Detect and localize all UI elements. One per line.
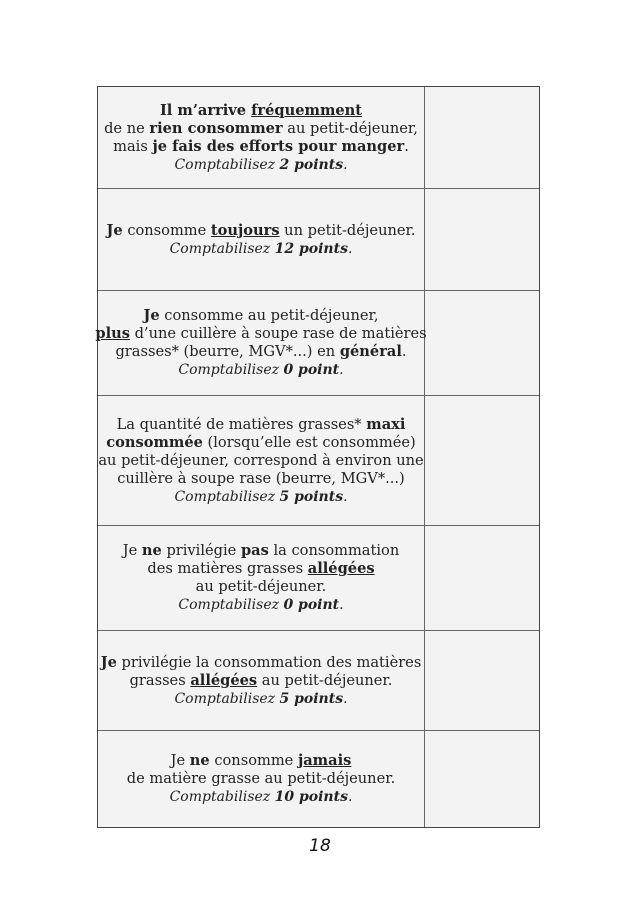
answer-box[interactable]	[425, 631, 539, 730]
statement-line: grasses* (beurre, MGV*...) en général.	[115, 343, 407, 360]
points-line: Comptabilisez 2 points.	[174, 156, 348, 173]
statement-cell	[98, 87, 425, 188]
statement-cell	[98, 526, 425, 630]
points-line: Comptabilisez 10 points.	[169, 789, 353, 805]
table-row	[98, 395, 539, 525]
statement-line: Il m’arrive fréquemment	[159, 101, 363, 119]
table-row	[98, 188, 539, 290]
answer-box[interactable]	[425, 396, 539, 525]
statement-line: mais je fais des efforts pour manger.	[113, 137, 409, 155]
points-line: Comptabilisez 12 points.	[169, 240, 353, 257]
answer-box[interactable]	[425, 526, 539, 630]
statement-line: La quantité de matières grasses* maxi	[116, 415, 406, 433]
table-row	[98, 630, 539, 730]
table-row	[98, 87, 539, 188]
answer-table	[97, 86, 540, 828]
statement-cell	[95, 291, 427, 395]
statement-line: Je consomme au petit-déjeuner,	[143, 307, 379, 324]
table-row	[98, 730, 539, 827]
points-line: Comptabilisez 0 point.	[178, 362, 344, 378]
answer-box[interactable]	[425, 291, 539, 395]
statement-line: des matières grasses allégées	[147, 560, 375, 577]
statement-line: au petit-déjeuner, correspond à environ une	[98, 451, 424, 469]
statement-line: au petit-déjeuner.	[195, 578, 327, 595]
points-line: Comptabilisez 5 points.	[174, 690, 348, 707]
statement-cell	[98, 631, 425, 730]
table-row	[98, 525, 539, 630]
statement-line: cuillère à soupe rase (beurre, MGV*...)	[117, 469, 405, 487]
statement-line: Je ne consomme jamais	[170, 752, 352, 769]
statement-cell	[98, 396, 425, 525]
statement-line: grasses allégées au petit-déjeuner.	[129, 671, 393, 689]
answer-box[interactable]	[425, 189, 539, 290]
statement-line: plus d’une cuillère à soupe rase de matières	[95, 325, 427, 342]
page-number: 18	[309, 836, 331, 856]
statement-line: de matière grasse au petit-déjeuner.	[126, 770, 396, 787]
points-line: Comptabilisez 5 points.	[174, 488, 348, 505]
statement-cell	[98, 189, 425, 290]
table-row	[95, 290, 539, 395]
statement-cell	[98, 731, 425, 827]
statement-line: de ne rien consommer au petit-déjeuner,	[104, 119, 418, 137]
answer-box[interactable]	[425, 87, 539, 188]
statement-line: Je ne privilégie pas la consommation	[122, 542, 400, 559]
points-line: Comptabilisez 0 point.	[178, 597, 344, 613]
statement-line: consommée (lorsqu’elle est consommée)	[106, 433, 416, 451]
answer-box[interactable]	[425, 731, 539, 827]
statement-line: Je consomme toujours un petit-déjeuner.	[106, 221, 416, 239]
statement-line: Je privilégie la consommation des matières	[100, 653, 422, 671]
